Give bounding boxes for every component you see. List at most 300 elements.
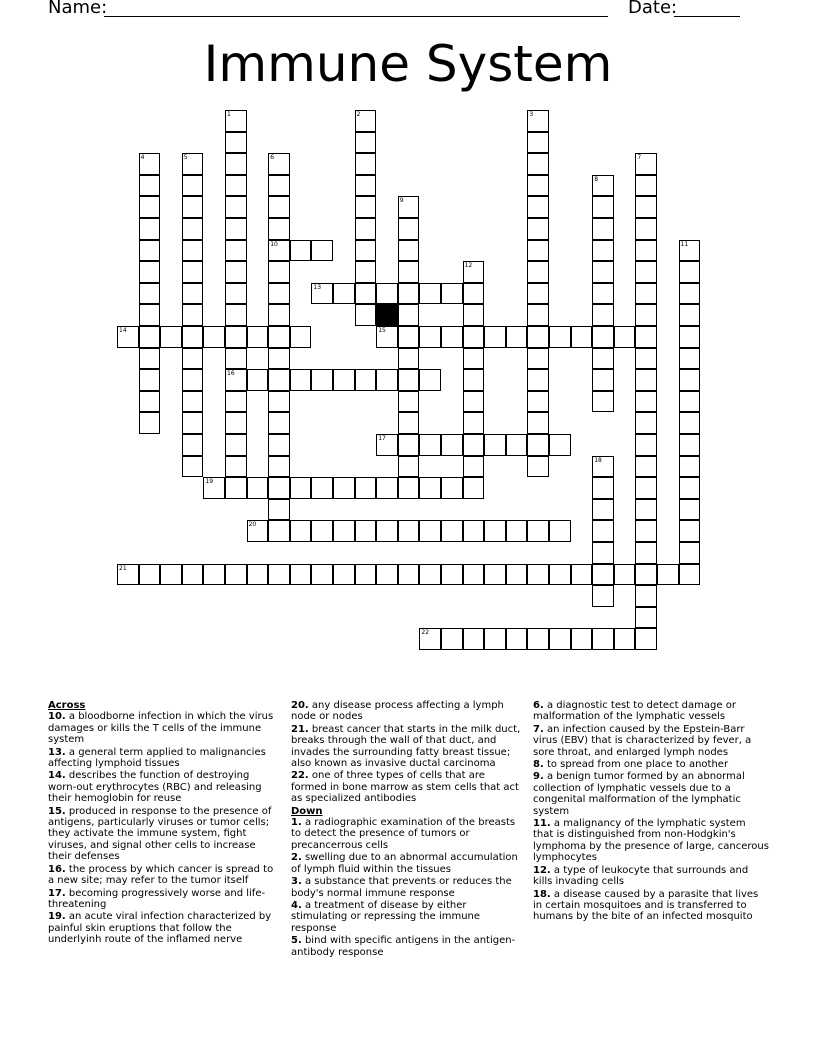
grid-cell[interactable] [679, 261, 701, 283]
grid-cell[interactable] [527, 456, 549, 478]
grid-cell[interactable] [679, 477, 701, 499]
grid-cell[interactable] [484, 564, 506, 586]
clue-number: 15 [378, 327, 386, 334]
grid-cell[interactable] [592, 304, 614, 326]
grid-cell[interactable] [679, 542, 701, 564]
grid-cell[interactable] [225, 434, 247, 456]
grid-cell[interactable] [225, 564, 247, 586]
grid-cell[interactable] [225, 153, 247, 175]
grid-cell[interactable] [635, 196, 657, 218]
clue-down-9: 9. a benign tumor formed by an abnormal collection of lymphatic vessels due to a congenital malformation of the lymphatic system [533, 771, 745, 817]
grid-cell[interactable] [268, 369, 290, 391]
grid-cell[interactable] [333, 477, 355, 499]
grid-cell[interactable] [139, 564, 161, 586]
grid-cell[interactable] [225, 240, 247, 262]
grid-cell[interactable] [225, 369, 247, 391]
grid-cell[interactable] [484, 326, 506, 348]
grid-cell[interactable] [679, 499, 701, 521]
grid-cell[interactable] [311, 283, 333, 305]
grid-cell[interactable] [527, 326, 549, 348]
grid-cell[interactable] [635, 153, 657, 175]
worksheet-header [0, 0, 816, 24]
grid-cell[interactable] [635, 261, 657, 283]
grid-cell[interactable] [268, 477, 290, 499]
clue-across-17: 17. becoming progressively worse and life-threatening [48, 887, 266, 910]
grid-cell[interactable] [527, 412, 549, 434]
grid-cell[interactable] [182, 348, 204, 370]
grid-cell[interactable] [635, 607, 657, 629]
grid-cell[interactable] [182, 283, 204, 305]
grid-cell[interactable] [571, 628, 593, 650]
grid-cell[interactable] [268, 240, 290, 262]
grid-cell[interactable] [635, 369, 657, 391]
grid-cell[interactable] [355, 153, 377, 175]
grid-cell[interactable] [527, 261, 549, 283]
grid-cell[interactable] [225, 283, 247, 305]
grid-cell[interactable] [635, 585, 657, 607]
grid-cell[interactable] [592, 477, 614, 499]
grid-cell[interactable] [592, 175, 614, 197]
grid-cell[interactable] [268, 412, 290, 434]
grid-cell[interactable] [592, 218, 614, 240]
grid-cell[interactable] [117, 326, 139, 348]
grid-cell[interactable] [139, 391, 161, 413]
grid-cell[interactable] [268, 196, 290, 218]
grid-cell[interactable] [463, 412, 485, 434]
grid-cell[interactable] [592, 326, 614, 348]
clue-number: 1 [227, 111, 231, 118]
grid-cell[interactable] [160, 564, 182, 586]
grid-cell[interactable] [268, 283, 290, 305]
clue-number: 2 [356, 111, 361, 118]
grid-cell[interactable] [139, 240, 161, 262]
grid-cell[interactable] [592, 456, 614, 478]
grid-cell[interactable] [527, 369, 549, 391]
grid-cell[interactable] [679, 391, 701, 413]
grid-cell[interactable] [182, 412, 204, 434]
clue-down-18: 18. a disease caused by a parasite that lives in certain mosquitoes and is transferred to humans by the bite of an infected mosquito [533, 888, 759, 923]
date-field[interactable] [674, 16, 740, 17]
grid-cell[interactable] [592, 520, 614, 542]
grid-cell[interactable] [592, 391, 614, 413]
grid-cell[interactable] [679, 348, 701, 370]
across-heading: Across [48, 700, 86, 711]
grid-cell[interactable] [376, 477, 398, 499]
grid-cell[interactable] [398, 456, 420, 478]
grid-cell[interactable] [355, 564, 377, 586]
grid-cell[interactable] [268, 153, 290, 175]
clue-number: 3 [529, 111, 534, 118]
clue-down-8: 8. to spread from one place to another [533, 759, 729, 771]
grid-cell[interactable] [182, 196, 204, 218]
clue-down-3: 3. a substance that prevents or reduces the body's normal immune response [291, 876, 512, 899]
grid-cell[interactable] [592, 499, 614, 521]
clues-column-2 [291, 700, 523, 959]
grid-cell[interactable] [635, 218, 657, 240]
grid-cell[interactable] [203, 326, 225, 348]
grid-cell[interactable] [592, 628, 614, 650]
grid-cell[interactable] [376, 434, 398, 456]
grid-cell[interactable] [592, 348, 614, 370]
grid-cell[interactable] [419, 326, 441, 348]
grid-cell[interactable] [398, 477, 420, 499]
grid-cell[interactable] [527, 348, 549, 370]
grid-cell[interactable] [441, 326, 463, 348]
grid-cell[interactable] [484, 434, 506, 456]
grid-cell[interactable] [419, 628, 441, 650]
grid-cell[interactable] [527, 434, 549, 456]
grid-cell[interactable] [355, 240, 377, 262]
grid-cell[interactable] [290, 564, 312, 586]
grid-cell[interactable] [635, 456, 657, 478]
grid-cell[interactable] [506, 520, 528, 542]
grid-cell[interactable] [398, 196, 420, 218]
grid-cell[interactable] [419, 369, 441, 391]
grid-cell[interactable] [679, 304, 701, 326]
grid-cell[interactable] [247, 326, 269, 348]
grid-cell[interactable] [182, 153, 204, 175]
grid-cell[interactable] [506, 564, 528, 586]
grid-cell[interactable] [527, 304, 549, 326]
grid-cell[interactable] [679, 283, 701, 305]
grid-cell[interactable] [527, 283, 549, 305]
grid-cell[interactable] [182, 175, 204, 197]
grid-cell[interactable] [355, 304, 377, 326]
grid-cell[interactable] [268, 175, 290, 197]
grid-cell[interactable] [355, 369, 377, 391]
grid-cell[interactable] [160, 326, 182, 348]
grid-cell[interactable] [311, 520, 333, 542]
grid-cell[interactable] [463, 369, 485, 391]
clue-number: 12 [464, 262, 473, 270]
grid-cell[interactable] [463, 564, 485, 586]
grid-cell[interactable] [592, 196, 614, 218]
grid-cell[interactable] [398, 412, 420, 434]
grid-cell[interactable] [419, 434, 441, 456]
clue-number: 8 [594, 175, 599, 183]
grid-cell[interactable] [679, 240, 701, 262]
clue-number: 18 [594, 456, 602, 464]
grid-cell[interactable] [635, 434, 657, 456]
grid-cell[interactable] [225, 218, 247, 240]
grid-cell[interactable] [527, 240, 549, 262]
grid-cell[interactable] [139, 412, 161, 434]
grid-cell[interactable] [506, 628, 528, 650]
clue-number: 5 [183, 154, 188, 162]
grid-cell[interactable] [182, 240, 204, 262]
clue-down-12: 12. a type of leukocyte that surrounds and kills invading cells [533, 864, 749, 888]
grid-cell[interactable] [635, 499, 657, 521]
grid-cell[interactable] [527, 391, 549, 413]
grid-cell[interactable] [549, 326, 571, 348]
grid-cell[interactable] [225, 110, 247, 132]
grid-cell[interactable] [614, 564, 636, 586]
grid-cell[interactable] [592, 585, 614, 607]
grid-cell[interactable] [635, 326, 657, 348]
clues-column-1 [48, 700, 280, 947]
grid-cell[interactable] [268, 218, 290, 240]
grid-cell[interactable] [225, 348, 247, 370]
grid-cell[interactable] [225, 456, 247, 478]
grid-cell[interactable] [441, 564, 463, 586]
grid-cell[interactable] [635, 520, 657, 542]
grid-cell[interactable] [635, 628, 657, 650]
grid-cell[interactable] [268, 564, 290, 586]
grid-cell[interactable] [225, 326, 247, 348]
grid-cell[interactable] [376, 326, 398, 348]
grid-cell[interactable] [355, 477, 377, 499]
grid-cell[interactable] [419, 283, 441, 305]
grid-cell[interactable] [679, 369, 701, 391]
grid-cell[interactable] [419, 520, 441, 542]
grid-cell[interactable] [679, 564, 701, 586]
date-label: Date: [628, 0, 678, 18]
grid-cell[interactable] [247, 369, 269, 391]
grid-cell[interactable] [527, 175, 549, 197]
grid-cell[interactable] [398, 326, 420, 348]
grid-cell[interactable] [333, 520, 355, 542]
grid-cell[interactable] [527, 196, 549, 218]
grid-cell[interactable] [635, 542, 657, 564]
grid-cell[interactable] [679, 412, 701, 434]
grid-cell[interactable] [290, 240, 312, 262]
grid-cell[interactable] [398, 304, 420, 326]
grid-cell[interactable] [463, 326, 485, 348]
grid-cell[interactable] [268, 499, 290, 521]
grid-cell[interactable] [614, 326, 636, 348]
grid-cell[interactable] [441, 520, 463, 542]
grid-cell[interactable] [398, 564, 420, 586]
grid-cell[interactable] [203, 564, 225, 586]
grid-cell[interactable] [463, 520, 485, 542]
grid-cell[interactable] [268, 261, 290, 283]
grid-cell[interactable] [182, 456, 204, 478]
grid-cell[interactable] [268, 434, 290, 456]
grid-cell[interactable] [506, 434, 528, 456]
grid-cell[interactable] [463, 304, 485, 326]
grid-cell[interactable] [182, 434, 204, 456]
grid-cell[interactable] [614, 628, 636, 650]
grid-cell[interactable] [376, 564, 398, 586]
grid-cell[interactable] [355, 218, 377, 240]
grid-cell[interactable] [182, 564, 204, 586]
grid-cell[interactable] [376, 283, 398, 305]
grid-cell[interactable] [355, 175, 377, 197]
grid-cell[interactable] [527, 132, 549, 154]
grid-cell[interactable] [268, 304, 290, 326]
grid-cell[interactable] [527, 110, 549, 132]
grid-cell[interactable] [463, 434, 485, 456]
grid-cell[interactable] [311, 369, 333, 391]
clue-down-5: 5. bind with specific antigens in the antigen-antibody response [291, 935, 516, 958]
grid-cell[interactable] [117, 564, 139, 586]
grid-cell[interactable] [527, 564, 549, 586]
clue-number: 19 [205, 478, 214, 486]
grid-cell[interactable] [679, 456, 701, 478]
grid-cell[interactable] [139, 153, 161, 175]
grid-cell[interactable] [268, 391, 290, 413]
grid-cell[interactable] [419, 564, 441, 586]
grid-cell[interactable] [182, 304, 204, 326]
grid-cell[interactable] [139, 196, 161, 218]
grid-cell[interactable] [139, 283, 161, 305]
grid-cell[interactable] [549, 520, 571, 542]
grid-cell[interactable] [333, 283, 355, 305]
clue-number: 22 [421, 629, 430, 637]
grid-cell[interactable] [398, 391, 420, 413]
grid-cell[interactable] [592, 564, 614, 586]
grid-cell[interactable] [592, 283, 614, 305]
grid-cell[interactable] [182, 391, 204, 413]
clue-number: 21 [119, 564, 127, 572]
grid-cell[interactable] [549, 434, 571, 456]
grid-cell[interactable] [463, 261, 485, 283]
grid-cell[interactable] [398, 434, 420, 456]
grid-cell[interactable] [139, 175, 161, 197]
grid-cell[interactable] [290, 369, 312, 391]
grid-cell[interactable] [311, 477, 333, 499]
grid-cell[interactable] [290, 520, 312, 542]
grid-cell[interactable] [635, 175, 657, 197]
grid-cell[interactable] [635, 283, 657, 305]
grid-cell[interactable] [398, 520, 420, 542]
clue-across-21: 21. breast cancer that starts in the milk duct, breaks through the wall of that duct, and invades the surrounding fatty breast tissue; also known as invasive ductal carcinoma [291, 723, 521, 770]
grid-cell[interactable] [182, 369, 204, 391]
grid-cell[interactable] [527, 628, 549, 650]
grid-cell[interactable] [247, 564, 269, 586]
grid-cell[interactable] [419, 477, 441, 499]
grid-cell[interactable] [441, 477, 463, 499]
grid-cell[interactable] [592, 369, 614, 391]
grid-cell[interactable] [441, 283, 463, 305]
grid-cell[interactable] [506, 326, 528, 348]
grid-cell[interactable] [635, 240, 657, 262]
grid-cell[interactable] [398, 283, 420, 305]
clue-number: 4 [140, 154, 145, 162]
grid-cell[interactable] [139, 369, 161, 391]
grid-cell[interactable] [225, 175, 247, 197]
grid-cell[interactable] [333, 564, 355, 586]
grid-cell[interactable] [225, 391, 247, 413]
grid-cell[interactable] [484, 520, 506, 542]
clue-number: 13 [313, 283, 322, 291]
grid-cell[interactable] [463, 283, 485, 305]
grid-cell[interactable] [376, 520, 398, 542]
grid-cell[interactable] [139, 326, 161, 348]
grid-cell[interactable] [527, 218, 549, 240]
grid-cell[interactable] [225, 304, 247, 326]
grid-cell[interactable] [182, 261, 204, 283]
grid-cell[interactable] [398, 218, 420, 240]
grid-cell[interactable] [290, 477, 312, 499]
name-field[interactable] [104, 16, 608, 17]
grid-cell[interactable] [679, 326, 701, 348]
clue-down-4: 4. a treatment of disease by either stimulating or repressing the immune response [291, 899, 481, 934]
grid-cell[interactable] [398, 261, 420, 283]
grid-cell[interactable] [268, 456, 290, 478]
grid-cell[interactable] [527, 520, 549, 542]
grid-cell[interactable] [355, 283, 377, 305]
grid-cell[interactable] [182, 326, 204, 348]
grid-cell[interactable] [311, 240, 333, 262]
grid-cell[interactable] [139, 218, 161, 240]
grid-cell[interactable] [398, 348, 420, 370]
grid-cell[interactable] [592, 542, 614, 564]
grid-cell[interactable] [225, 412, 247, 434]
grid-cell[interactable] [203, 477, 225, 499]
grid-cell[interactable] [441, 628, 463, 650]
clue-across-10: 10. a bloodborne infection in which the virus damages or kills the T cells of the immune system [48, 711, 274, 746]
grid-cell[interactable] [463, 477, 485, 499]
clue-down-11: 11. a malignancy of the lymphatic system that is distinguished from non-Hodgkin's lymphoma by the presence of large, cancerous lymphocytes [533, 818, 769, 864]
grid-cell[interactable] [592, 240, 614, 262]
grid-cell[interactable] [571, 326, 593, 348]
grid-cell[interactable] [463, 348, 485, 370]
grid-cell[interactable] [182, 218, 204, 240]
grid-cell[interactable] [527, 153, 549, 175]
grid-cell[interactable] [398, 369, 420, 391]
clue-down-1: 1. a radiographic examination of the breasts to detect the presence of tumors or precancerrous cells [291, 817, 516, 851]
grid-cell[interactable] [635, 304, 657, 326]
grid-cell[interactable] [225, 477, 247, 499]
grid-cell[interactable] [225, 261, 247, 283]
grid-cell[interactable] [355, 196, 377, 218]
grid-cell[interactable] [225, 132, 247, 154]
grid-cell[interactable] [484, 628, 506, 650]
grid-cell[interactable] [549, 628, 571, 650]
grid-cell[interactable] [268, 326, 290, 348]
grid-cell[interactable] [635, 564, 657, 586]
grid-cell[interactable] [355, 110, 377, 132]
grid-cell[interactable] [268, 348, 290, 370]
grid-cell[interactable] [247, 477, 269, 499]
grid-cell[interactable] [355, 132, 377, 154]
grid-cell[interactable] [290, 326, 312, 348]
grid-cell[interactable] [592, 261, 614, 283]
grid-cell[interactable] [247, 520, 269, 542]
clue-across-20: 20. any disease process affecting a lymph node or nodes [291, 700, 504, 723]
grid-cell[interactable] [679, 520, 701, 542]
grid-cell[interactable] [635, 412, 657, 434]
grid-cell[interactable] [441, 434, 463, 456]
grid-cell[interactable] [311, 564, 333, 586]
clues-column-3 [533, 700, 769, 924]
grid-cell[interactable] [679, 434, 701, 456]
grid-cell[interactable] [657, 564, 679, 586]
grid-cell[interactable] [139, 261, 161, 283]
grid-cell[interactable] [398, 240, 420, 262]
grid-cell[interactable] [571, 564, 593, 586]
grid-cell[interactable] [225, 196, 247, 218]
grid-cell[interactable] [333, 369, 355, 391]
grid-cell[interactable] [268, 520, 290, 542]
clue-across-15: 15. produced in response to the presence of antigens, particularly viruses or tumor cells; they activate the immune system, fight viruses, and signal other cells to increase their defenses [48, 805, 272, 863]
grid-cell[interactable] [463, 628, 485, 650]
grid-cell[interactable] [635, 348, 657, 370]
grid-cell[interactable] [355, 520, 377, 542]
grid-cell[interactable] [355, 261, 377, 283]
grid-cell[interactable] [635, 391, 657, 413]
grid-cell[interactable] [549, 564, 571, 586]
grid-cell[interactable] [139, 348, 161, 370]
clue-down-2: 2. swelling due to an abnormal accumulation of lymph fluid within the tissues [291, 852, 518, 875]
clue-number: 20 [248, 521, 257, 529]
grid-cell[interactable] [376, 369, 398, 391]
grid-cell[interactable] [463, 456, 485, 478]
grid-cell[interactable] [463, 391, 485, 413]
grid-cell[interactable] [139, 304, 161, 326]
grid-cell[interactable] [635, 477, 657, 499]
